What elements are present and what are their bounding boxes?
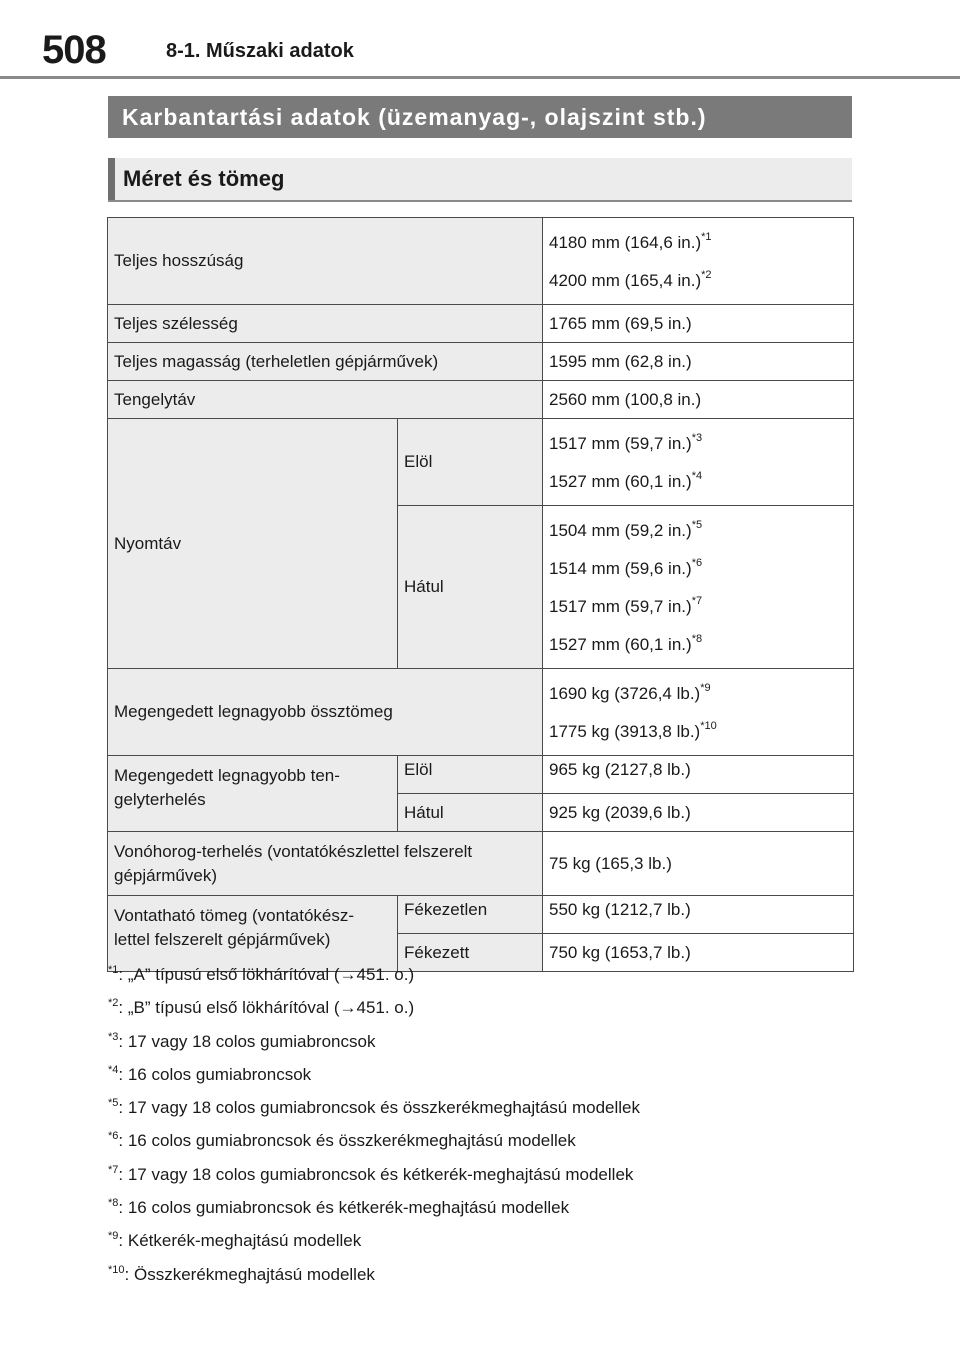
footnote: $^{*2}$: „B” típusú első lökhárítóval (→451. o.) [108, 997, 415, 1018]
table-row [108, 381, 854, 419]
row-label: Teljes hosszúság [108, 218, 543, 305]
value-line: 1514 mm (59,6 in.)$^{*6}$ [549, 557, 703, 578]
header-divider [0, 76, 960, 79]
row-value: 925 kg (2039,6 lb.) [543, 794, 854, 832]
footnote: $^{*4}$: 16 colos gumiabroncsok [108, 1063, 312, 1084]
footnote: $^{*7}$: 17 vagy 18 colos gumiabroncsok és kétkerék-meghajtású modellek [108, 1163, 634, 1184]
spec-table [107, 217, 854, 972]
footnotes [108, 960, 868, 1293]
sub-label: Elöl [398, 419, 543, 506]
value-line: 1775 kg (3913,8 lb.)$^{*10}$ [549, 720, 717, 741]
value-line: 1527 mm (60,1 in.)$^{*8}$ [549, 633, 703, 654]
value-line: 1504 mm (59,2 in.)$^{*5}$ [549, 519, 703, 540]
footnote: $^{*5}$: 17 vagy 18 colos gumiabroncsok és összkerékmeghajtású modellek [108, 1097, 641, 1118]
row-label: Vontatható tömeg (vontatókész- lettel felszerelt gépjárművek) [108, 896, 398, 972]
footnote: $^{*1}$: „A” típusú első lökhárítóval (→451. o.) [108, 964, 415, 984]
table-row [108, 419, 854, 506]
sub-label: Fékezetlen [398, 896, 543, 934]
table-row [108, 305, 854, 343]
sub-label: Hátul [398, 506, 543, 669]
sub-label: Elöl [398, 756, 543, 794]
value-line: 1527 mm (60,1 in.)$^{*4}$ [549, 470, 703, 491]
row-value: 1765 mm (69,5 in.) [543, 305, 854, 343]
footnote: $^{*6}$: 16 colos gumiabroncsok és összkerékmeghajtású modellek [108, 1130, 576, 1151]
footnote: $^{*9}$: Kétkerék-meghajtású modellek [108, 1230, 362, 1251]
row-value [543, 419, 854, 506]
row-value [543, 669, 854, 756]
footnote: $^{*8}$: 16 colos gumiabroncsok és kétkerék-meghajtású modellek [108, 1197, 570, 1218]
value-line: 1517 mm (59,7 in.)$^{*7}$ [549, 595, 703, 616]
row-value [543, 506, 854, 669]
footnote: $^{*3}$: 17 vagy 18 colos gumiabroncsok [108, 1030, 376, 1051]
row-value: 1595 mm (62,8 in.) [543, 343, 854, 381]
page-number: 508 [42, 28, 106, 72]
value-line: 1690 kg (3726,4 lb.)$^{*9}$ [549, 682, 711, 703]
row-value [543, 218, 854, 305]
row-label: Megengedett legnagyobb össztömeg [108, 669, 543, 756]
row-label: Nyomtáv [108, 419, 398, 669]
row-label: Megengedett legnagyobb ten- gelyterhelés [108, 756, 398, 832]
page-title: Karbantartási adatok (üzemanyag-, olajszint stb.) [108, 96, 852, 138]
row-value: 550 kg (1212,7 lb.) [543, 896, 854, 934]
table-row [108, 832, 854, 896]
table-row [108, 669, 854, 756]
sub-label: Hátul [398, 794, 543, 832]
section-label: 8-1. Műszaki adatok [166, 40, 354, 62]
row-label: Tengelytáv [108, 381, 543, 419]
table-row [108, 343, 854, 381]
table-row [108, 218, 854, 305]
subsection-accent [108, 158, 115, 200]
subsection-header [108, 158, 852, 202]
table-row [108, 756, 854, 794]
table-row [108, 896, 854, 934]
value-line: 1517 mm (59,7 in.)$^{*3}$ [549, 432, 703, 453]
sub-label: Fékezett [398, 934, 543, 972]
row-value: 965 kg (2127,8 lb.) [543, 756, 854, 794]
footnote: $^{*10}$: Összkerékmeghajtású modellek [108, 1263, 375, 1284]
row-value: 2560 mm (100,8 in.) [543, 381, 854, 419]
row-label: Teljes szélesség [108, 305, 543, 343]
subsection-title: Méret és tömeg [123, 166, 285, 191]
row-label: Vonóhorog-terhelés (vontatókészlettel felszerelt gépjárművek) [108, 832, 543, 896]
row-label: Teljes magasság (terheletlen gépjárművek) [108, 343, 543, 381]
row-value: 75 kg (165,3 lb.) [543, 832, 854, 896]
value-line: 4200 mm (165,4 in.)$^{*2}$ [549, 269, 712, 290]
row-value: 750 kg (1653,7 lb.) [543, 934, 854, 972]
value-line: 4180 mm (164,6 in.)$^{*1}$ [549, 231, 712, 252]
